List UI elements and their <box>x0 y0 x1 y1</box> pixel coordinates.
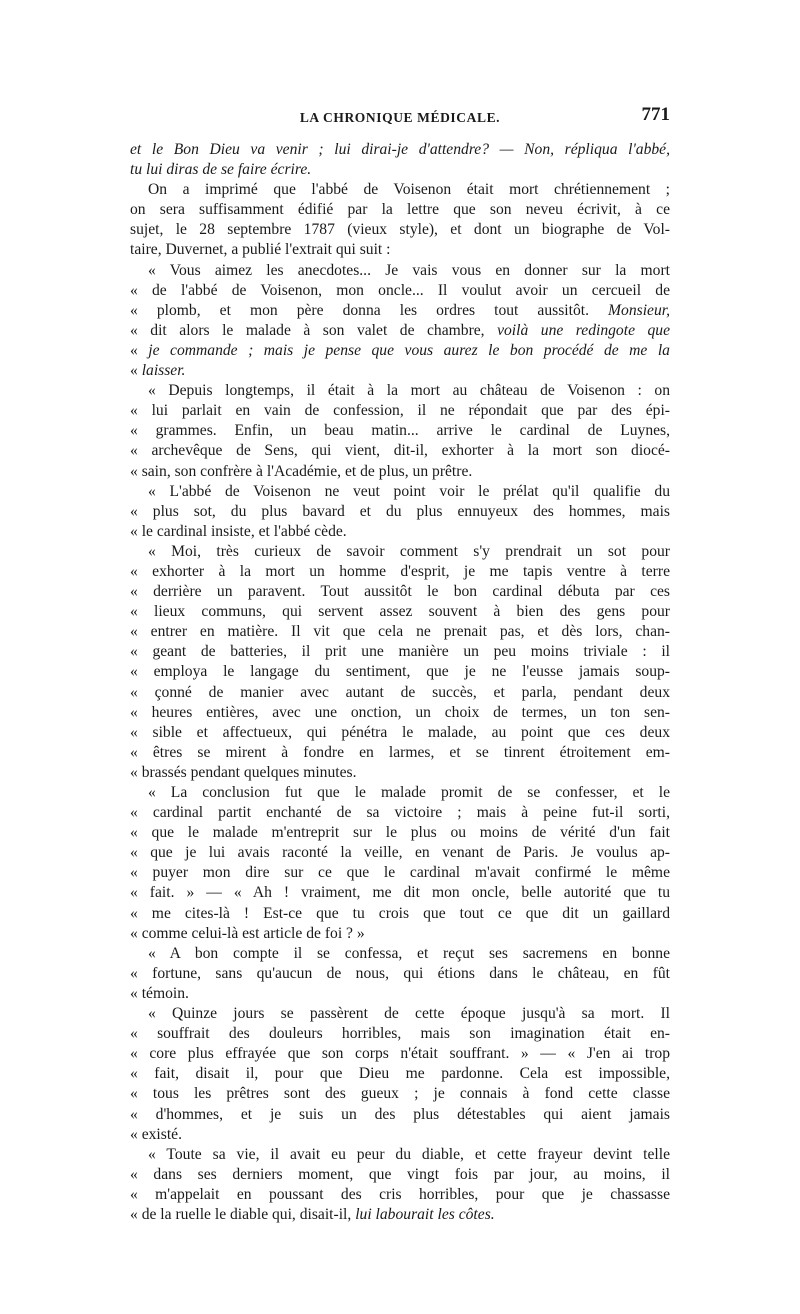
italic-text: voilà une redingote que <box>497 321 671 339</box>
text-line: « Vous aimez les anecdotes... Je vais vous en donner sur la mort <box>148 261 670 279</box>
text-line: « geant de batteries, il prit une manière un peu moins triviale : il <box>130 643 670 661</box>
text-line: « archevêque de Sens, qui vient, dit-il, exhorter à la mort son diocé- <box>130 442 670 460</box>
text-line: On a imprimé que l'abbé de Voisenon était mort chrétiennement ; <box>148 181 670 199</box>
text-segment: « <box>130 362 142 380</box>
italic-text: laisser. <box>141 362 186 380</box>
text-line: « que le malade m'entreprit sur le plus ou moins de vérité d'un fait <box>130 824 670 842</box>
text-line: « comme celui-là est article de foi ? » <box>130 924 365 942</box>
text-line: « fait, disait il, pour que Dieu me pardonne. Cela est impossible, <box>130 1065 670 1083</box>
text-line <box>130 1205 670 1225</box>
text-segment: « plomb, et mon père donna les ordres tout aussitôt. <box>130 301 609 319</box>
text-line: « Quinze jours se passèrent de cette époque jusqu'à sa mort. Il <box>148 1005 670 1023</box>
text-line: taire, Duvernet, a publié l'extrait qui suit : <box>130 241 391 259</box>
text-line: « plus sot, du plus bavard et du plus ennuyeux des hommes, mais <box>130 502 670 520</box>
text-segment: « <box>130 341 149 359</box>
text-line: « d'hommes, et je suis un des plus détestables qui aient jamais <box>130 1105 670 1123</box>
text-line: « A bon compte il se confessa, et reçut ses sacremens en bonne <box>148 944 670 962</box>
text-line: et le Bon Dieu va venir ; lui dirai-je d'attendre? — Non, répliqua l'abbé, <box>130 141 670 158</box>
text-line: sujet, le 28 septembre 1787 (vieux style), et dont un biographe de Vol- <box>130 221 670 239</box>
running-header <box>130 102 670 132</box>
text-line: « Depuis longtemps, il était à la mort au château de Voisenon : on <box>148 382 670 400</box>
text-line: « témoin. <box>130 984 189 1002</box>
text-line: « derrière un paravent. Tout aussitôt le bon cardinal débuta par ces <box>130 583 670 601</box>
text-line: « me cites-là ! Est-ce que tu crois que tout ce que dit un gaillard <box>130 904 670 922</box>
text-line: « êtres se mirent à fondre en larmes, et se tinrent étroitement em- <box>130 743 670 761</box>
text-line: « grammes. Enfin, un beau matin... arrive le cardinal de Luynes, <box>130 422 670 440</box>
text-line <box>130 361 670 381</box>
text-segment: « de la ruelle le diable qui, disait-il, <box>130 1205 356 1223</box>
text-line: « Moi, très curieux de savoir comment s'y prendrait un sot pour <box>148 542 670 560</box>
body-text <box>130 140 670 1225</box>
text-line: « heures entières, avec une onction, un choix de termes, un ton sen- <box>130 703 670 721</box>
text-line: « La conclusion fut que le malade promit de se confesser, et le <box>148 784 670 801</box>
text-line <box>130 341 670 361</box>
text-line: « existé. <box>130 1125 182 1143</box>
text-line: « puyer mon dire sur ce que le cardinal m'avait confirmé le même <box>130 864 670 882</box>
italic-text: je commande ; mais je pense que vous aurez le bon procédé de me la <box>148 341 670 359</box>
text-line: « lieux communs, qui servent assez souvent à bien des gens pour <box>130 603 670 621</box>
text-line: « lui parlait en vain de confession, il ne répondait que par des épi- <box>130 402 670 420</box>
text-line <box>130 301 670 321</box>
text-line: « L'abbé de Voisenon ne veut point voir le prélat qu'il qualifie du <box>148 482 670 500</box>
text-line: « sain, son confrère à l'Académie, et de plus, un prêtre. <box>130 462 473 480</box>
text-line: « entrer en matière. Il vit que cela ne prenait pas, et dès lors, chan- <box>130 623 670 641</box>
text-segment: « dit alors le malade à son valet de chambre, <box>130 321 498 339</box>
text-line: « le cardinal insiste, et l'abbé cède. <box>130 522 347 540</box>
text-line: « sible et affectueux, qui pénétra le malade, au point que ces deux <box>130 723 670 741</box>
page-number: 771 <box>641 104 670 125</box>
text-line: « m'appelait en poussant des cris horribles, pour que je chassasse <box>130 1185 670 1203</box>
text-line: « de l'abbé de Voisenon, mon oncle... Il voulut avoir un cercueil de <box>130 281 670 299</box>
text-line: « tous les prêtres sont des gueux ; je connais à fond cette classe <box>130 1085 670 1103</box>
text-line: « exhorter à la mort un homme d'esprit, je me tapis ventre à terre <box>130 562 670 580</box>
text-line: « brassés pendant quelques minutes. <box>130 763 357 781</box>
text-line: « core plus effrayée que son corps n'était souffrant. » — « J'en ai trop <box>130 1045 670 1063</box>
italic-text: Monsieur, <box>608 301 670 319</box>
text-line: « que je lui avais raconté la veille, en venant de Paris. Je voulus ap- <box>130 844 670 862</box>
text-line: on sera suffisamment édifié par la lettre que son neveu écrivit, à ce <box>130 201 670 219</box>
text-line: « employa le langage du sentiment, que je ne l'eusse jamais soup- <box>130 663 670 681</box>
text-line: tu lui diras de se faire écrire. <box>130 161 312 179</box>
text-line: « cardinal partit enchanté de sa victoire ; mais à peine fut-il sorti, <box>130 804 670 822</box>
text-line: « souffrait des douleurs horribles, mais son imagination était en- <box>130 1025 670 1043</box>
text-line: « Toute sa vie, il avait eu peur du diable, et cette frayeur devint telle <box>148 1145 670 1163</box>
text-line: « fait. » — « Ah ! vraiment, me dit mon oncle, belle autorité que tu <box>130 884 670 902</box>
text-line: « fortune, sans qu'aucun de nous, qui étions dans le château, en fût <box>130 964 670 982</box>
text-line <box>130 321 670 341</box>
journal-title: LA CHRONIQUE MÉDICALE. <box>299 110 501 125</box>
text-line: « çonné de manier avec autant de succès, et parla, pendant deux <box>130 683 670 701</box>
text-line: « dans ses derniers moment, que vingt fois par jour, au moins, il <box>130 1165 670 1183</box>
italic-text: lui labourait les côtes. <box>355 1205 495 1223</box>
